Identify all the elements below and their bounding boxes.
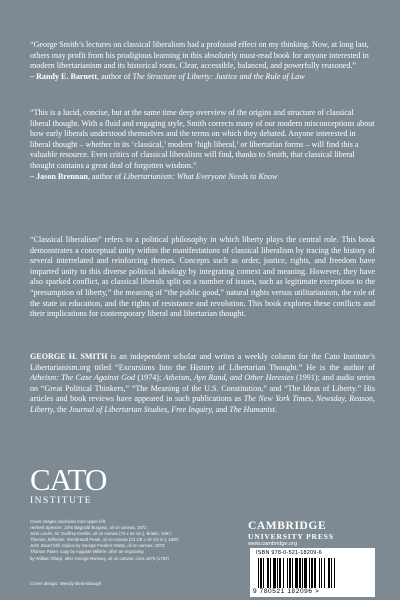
barcode-digits: 9 780521 182096 >: [253, 588, 320, 595]
quote-author: Randy E. Barnett: [36, 71, 98, 81]
logo-word: CATO: [30, 462, 107, 497]
quote-attribution: – Jason Brennan, author of Libertarianism: What Everyone Needs to Know: [30, 171, 278, 181]
endorsement-quote-1: [30, 40, 375, 82]
quote-work: Libertarianism: What Everyone Needs to Know: [123, 171, 278, 181]
quote-text: “George Smith’s lectures on classical liberalism had a profound effect on my thinking. Now, at long last, others may profit from his prodigious learning in this absolutely must-read book for anyone interested in modern libertarianism and its historical roots. Clear, accessible, balanced, and powerfully reasoned.”: [30, 40, 369, 71]
cato-institute-logo: [30, 462, 107, 511]
credit-line: John Locke, Sir Godfrey Kneller, oil on canvas (76 x 64 cm.), Britain, 1697;: [30, 531, 172, 537]
isbn-number: ISBN 978-0-521-18209-6: [256, 550, 322, 556]
cover-design-credit: Cover design: Wendy Bedenbaugh: [30, 581, 102, 586]
publisher-url: www.cambridge.org: [248, 541, 298, 547]
quote-author: Jason Brennan: [36, 171, 88, 181]
quote-attribution: – Randy E. Barnett, author of The Structure of Liberty: Justice and the Rule of Law: [30, 71, 305, 81]
credit-line: by William Sharp, after George Romney, oil on canvas, circa 1876 (1792): [30, 555, 169, 561]
endorsement-quote-2: [30, 108, 375, 182]
credit-line: Thomas Paine, copy by Auguste Millière, after an engraving: [30, 549, 144, 555]
publisher-subname: UNIVERSITY PRESS: [248, 532, 334, 541]
credit-line: Herbert Spencer, John Bagnold Burgess, oil on canvas, 1872;: [30, 525, 148, 531]
author-bio: GEORGE H. SMITH is an independent scholar and writes a weekly column for the Cato Institute’s Libertarianism.org titled “Excursions Into the History of Libertarian Thought.” He is the author of Atheism: The Case Against God (1974); Atheism, Ayn Rand, and Other Heresies (1991); and audio series on “Great Political Thinkers,” “The Meaning of the U.S. Constitution,” and “The Ideas of Liberty.” His articles and book reviews have appeared in such publications as The New York Times, Newsday, Reason, Liberty, the Journal of Libertarian Studies, Free Inquiry, and The Humanist.: [30, 352, 375, 414]
logo-subtitle: INSTITUTE: [30, 496, 93, 506]
publisher-imprint: [248, 520, 373, 548]
quote-text: “This is a lucid, concise, but at the same time deep overview of the origins and structure of classical liberal thought. With a fluid and engaging style, Smith corrects many of our modern misconceptions about how early liberals understood themselves and the terms on which they debated. Anyone interested in liberal thought – whether in its ‘classical,’ modern ‘high liberal,’ or libertarian forms – will find this a valuable resource. Even critics of classical liberalism will find, thanks to Smith, that classical liberal thought contains a great deal of forgotten wisdom.”: [30, 108, 375, 170]
book-description: “Classical liberalism” refers to a political philosophy in which liberty plays the central role. This book demonstrates a conceptual unity within the manifestations of classical liberalism by tracing the history of several interrelated and reinforcing themes. Concepts such as order, justice, rights, and freedom have imparted unity to this diverse political ideology by integrating context and meaning. However, they have also sparked conflict, as classical liberals split on a number of issues, such as legitimate exceptions to the “presumption of liberty,” the meaning of “the public good,” natural rights versus utilitarianism, the role of the state in education, and the rights of resistance and revolution. This book explores these conflicts and their implications for contemporary liberal and libertarian thought.: [30, 235, 375, 319]
credits-heading: Cover images clockwise from upper left:: [30, 519, 107, 524]
quote-work: The Structure of Liberty: Justice and the Rule of Law: [132, 71, 305, 81]
credit-line: John Stuart Mill, replica by George Frederic Watts, oil on canvas, 1873;: [30, 543, 166, 549]
credit-line: Thomas Jefferson, Rembrandt Peale, oil on canvas (23 1/8 x 19 1/4 in.), 1800;: [30, 537, 180, 543]
publisher-name: CAMBRIDGE: [248, 520, 327, 532]
author-name: GEORGE H. SMITH: [30, 352, 108, 361]
barcode-bars-icon: [258, 558, 367, 588]
cover-image-credits: [30, 519, 230, 562]
isbn-barcode: [250, 548, 375, 597]
